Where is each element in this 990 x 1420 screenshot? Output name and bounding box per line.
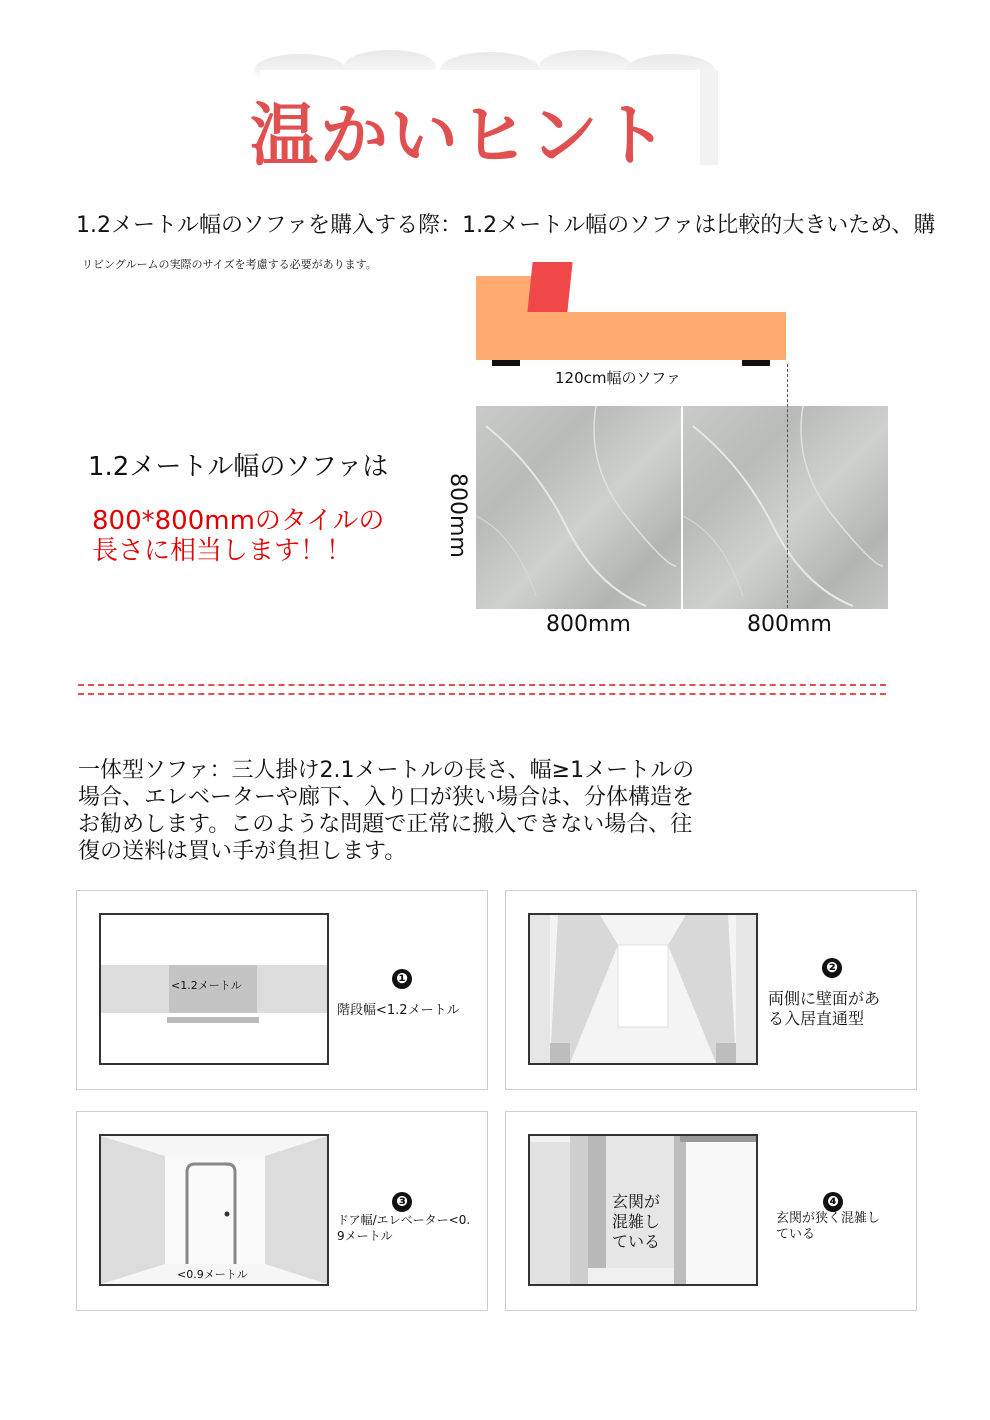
sofa-width-label: 120cm幅のソファ	[555, 369, 681, 387]
door-width-label: <0.9メートル	[177, 1268, 248, 1281]
corridor-illustration	[528, 913, 758, 1065]
sofa-cushion	[527, 262, 572, 312]
case-caption-3-line-2: 9メートル	[337, 1229, 393, 1243]
stairs-illustration	[99, 913, 329, 1065]
case-panel-door	[76, 1111, 488, 1311]
case-caption-3-line-1: ドア幅/エレベーター<0.	[337, 1213, 471, 1227]
tile-width-label-1: 800mm	[546, 612, 631, 637]
notice-line-4: 復の送料は買い手が負担します。	[78, 839, 407, 864]
equivalence-heading: 1.2メートル幅のソファは	[88, 452, 389, 482]
marble-tile-right	[683, 406, 888, 609]
case-caption-2	[768, 989, 880, 1029]
sofa-width-guide-line	[787, 364, 788, 608]
sofa-seat-cutout	[540, 264, 790, 312]
notice-paragraph	[78, 757, 758, 865]
case-caption-4-line-1: 玄関が狭く混雑し	[776, 1211, 881, 1226]
intro-line: 1.2メートル幅のソファを購入する際：1.2メートル幅のソファは比較的大きいため、購	[76, 213, 936, 238]
case-number-3: ❸	[392, 1192, 412, 1212]
equivalence-line-3: 長さに相当します！！	[92, 536, 353, 566]
entrance-inner-label	[612, 1192, 660, 1252]
door-illustration	[99, 1134, 329, 1286]
notice-line-1: 一体型ソファ：三人掛け2.1メートルの長さ、幅≥1メートルの	[78, 758, 695, 783]
entrance-inner-line-2: 混雑し	[612, 1212, 661, 1231]
case-caption-2-line-2: る入居直通型	[768, 1009, 865, 1028]
sofa-leg-left	[492, 360, 520, 366]
notice-line-2: 場合、エレベーターや廊下、入り口が狭い場合は、分体構造を	[78, 785, 695, 810]
case-panel-stairs	[76, 890, 488, 1090]
case-number-2: ❷	[822, 958, 842, 978]
entrance-illustration	[528, 1134, 758, 1286]
case-panel-entrance	[505, 1111, 917, 1311]
sofa-base	[476, 312, 786, 360]
case-caption-1: 階段幅<1.2メートル	[337, 1003, 460, 1018]
intro-subline: リビングルームの実際のサイズを考慮する必要があります。	[82, 258, 377, 271]
case-caption-2-line-1: 両側に壁面があ	[768, 989, 881, 1008]
section-divider	[78, 684, 886, 698]
tile-width-label-2: 800mm	[747, 612, 832, 637]
marble-tile-left	[476, 406, 681, 609]
sofa-leg-right	[742, 360, 770, 366]
case-panel-corridor	[505, 890, 917, 1090]
case-number-4: ❹	[823, 1192, 843, 1212]
entrance-inner-line-3: ている	[612, 1232, 661, 1251]
equivalence-highlight	[92, 506, 384, 566]
page-title: 温かいヒント	[250, 97, 671, 176]
case-number-1: ❶	[392, 969, 412, 989]
entrance-inner-line-1: 玄関が	[612, 1192, 661, 1211]
case-caption-4	[776, 1211, 880, 1243]
case-caption-4-line-2: ている	[776, 1227, 816, 1242]
equivalence-line-2: 800*800mmのタイルの	[92, 506, 385, 536]
tile-height-label: 800mm	[445, 473, 470, 558]
notice-line-3: お勧めします。このような問題で正常に搬入できない場合、往	[78, 812, 693, 837]
case-caption-3	[337, 1212, 470, 1244]
stairs-width-label: <1.2メートル	[171, 979, 242, 992]
stair-step	[167, 1017, 259, 1023]
